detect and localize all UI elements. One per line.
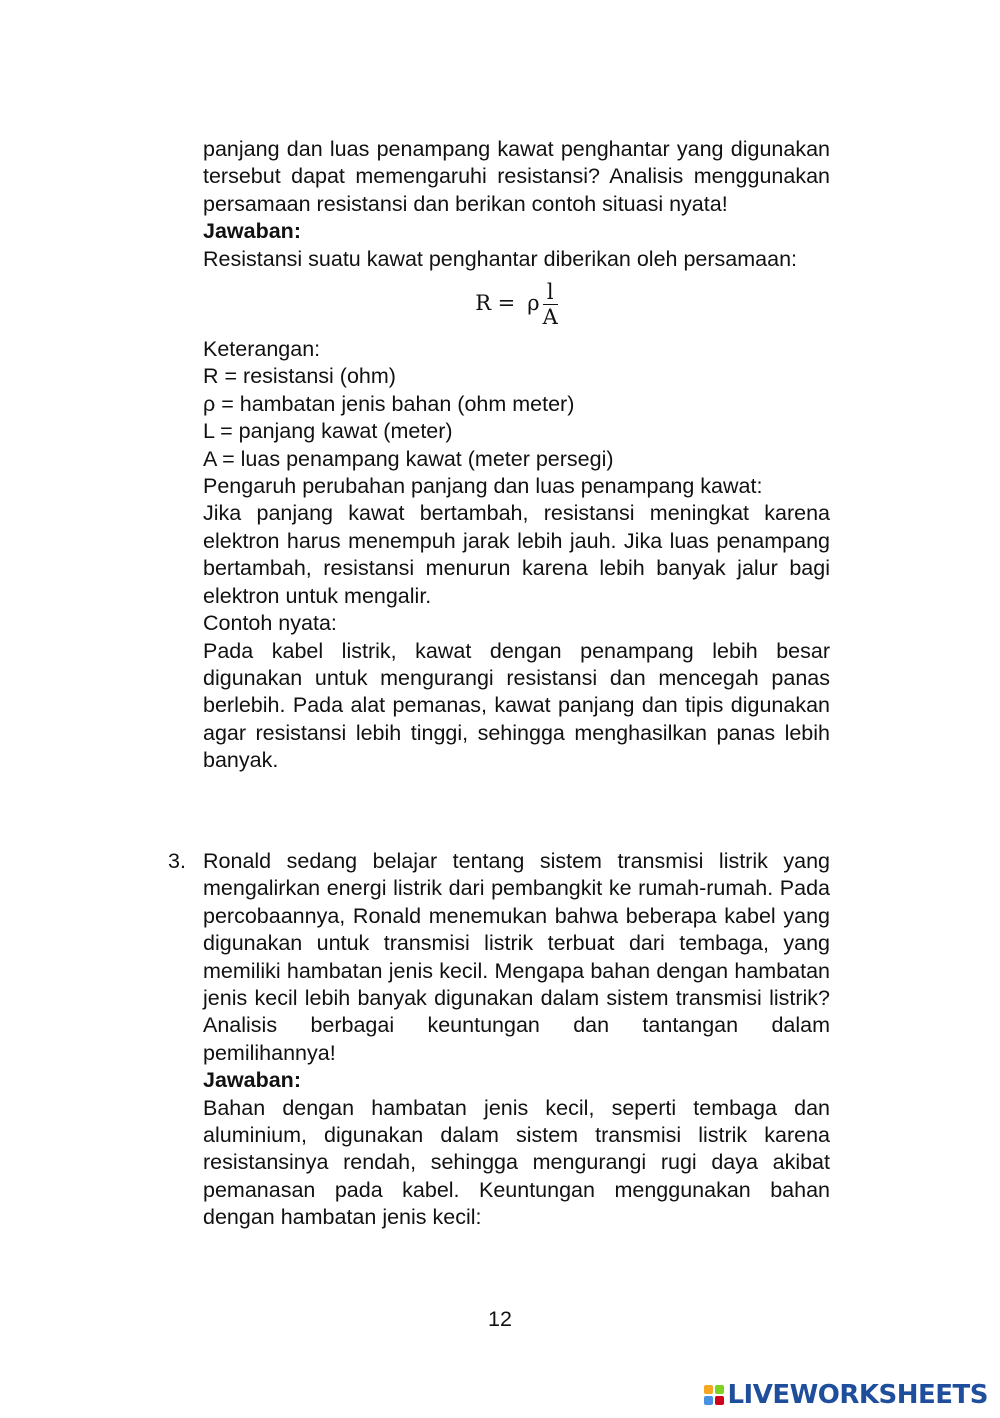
logo-square bbox=[704, 1396, 713, 1405]
logo-text: LIVEWORKSHEETS bbox=[727, 1380, 988, 1410]
question-3 bbox=[168, 848, 830, 1232]
liveworksheets-logo bbox=[704, 1378, 988, 1412]
answer-label: Jawaban: bbox=[203, 1068, 301, 1093]
page-number: 12 bbox=[488, 1307, 512, 1331]
question-2-continued bbox=[203, 136, 830, 775]
keterangan-label: Keterangan: bbox=[203, 337, 321, 362]
answer-text: Bahan dengan hambatan jenis kecil, seperti tembaga dan aluminium, digunakan dalam sistem transmisi listrik karena resistansinya rendah, sehingga mengurangi rugi daya akibat pemanasan pada kabel. Keuntungan menggunakan bahan dengan hambatan jenis kecil: bbox=[203, 1095, 830, 1230]
logo-square bbox=[704, 1385, 713, 1394]
resistance-formula bbox=[203, 272, 830, 336]
formula-denominator: A bbox=[542, 304, 558, 329]
logo-icon bbox=[704, 1385, 724, 1405]
pengaruh-label: Pengaruh perubahan panjang dan luas penampang kawat: bbox=[203, 474, 763, 499]
question-number: 3. bbox=[168, 849, 186, 873]
keterangan-item: L = panjang kawat (meter) bbox=[203, 419, 453, 444]
contoh-label: Contoh nyata: bbox=[203, 611, 337, 636]
formula-rho: ρ bbox=[527, 291, 540, 316]
question-text: Ronald sedang belajar tentang sistem transmisi listrik yang mengalirkan energi listrik dari pembangkit ke rumah-rumah. Pada percobaannya, Ronald menemukan bahwa beberapa kabel yang digunakan untuk transmisi listrik terbuat dari tembaga, yang memiliki hambatan jenis kecil. Mengapa bahan dengan hambatan jenis kecil lebih banyak digunakan dalam sistem transmisi listrik? Analisis berbagai keuntungan dan tantangan dalam pemilihannya! bbox=[203, 849, 830, 1065]
keterangan-item: R = resistansi (ohm) bbox=[203, 364, 396, 389]
formula-lhs: R = bbox=[475, 291, 516, 316]
question-3-body bbox=[203, 848, 830, 1232]
keterangan-item: A = luas penampang kawat (meter persegi) bbox=[203, 446, 614, 471]
answer-label: Jawaban: bbox=[203, 219, 301, 244]
question-text: panjang dan luas penampang kawat penghantar yang digunakan tersebut dapat memengaruhi resistansi? Analisis menggunakan persamaan resistansi dan berikan contoh situasi nyata! bbox=[203, 137, 830, 216]
logo-square bbox=[715, 1396, 724, 1405]
formula-numerator: l bbox=[543, 281, 558, 305]
answer-intro: Resistansi suatu kawat penghantar diberikan oleh persamaan: bbox=[203, 246, 798, 271]
logo-square bbox=[715, 1385, 724, 1394]
pengaruh-text: Jika panjang kawat bertambah, resistansi meningkat karena elektron harus menempuh jarak lebih jauh. Jika luas penampang bertambah, resistansi menurun karena lebih banyak jalur bagi elektron untuk mengalir. bbox=[203, 501, 830, 608]
formula-fraction bbox=[543, 281, 558, 328]
contoh-text: Pada kabel listrik, kawat dengan penampang lebih besar digunakan untuk mengurangi resistansi dan mencegah panas berlebih. Pada alat pemanas, kawat panjang dan tipis digunakan agar resistansi lebih tinggi, sehingga menghasilkan panas lebih banyak. bbox=[203, 638, 830, 773]
keterangan-item: ρ = hambatan jenis bahan (ohm meter) bbox=[203, 391, 575, 416]
